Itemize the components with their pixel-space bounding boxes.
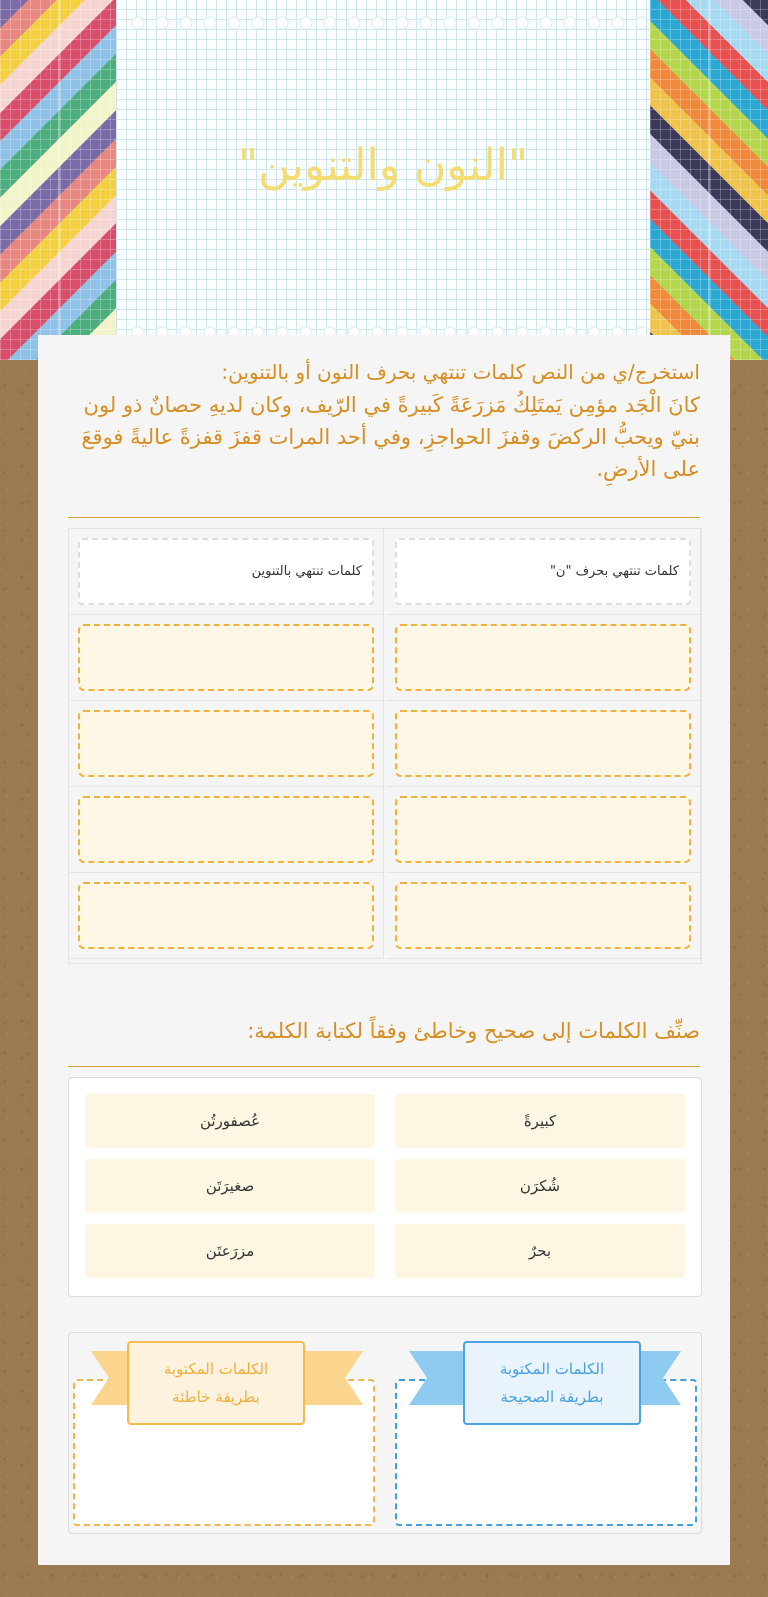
table-cell <box>69 701 384 787</box>
question-1-prompt: استخرج/ي من النص كلمات تنتهي بحرف النون أو بالتنوين: <box>221 360 700 384</box>
paper-holes-top <box>126 16 646 30</box>
drop-zone-tanween[interactable] <box>78 624 374 691</box>
wrong-bin-label <box>127 1341 305 1425</box>
question-1-passage: كانَ الْجَد مؤمِن يَمتَلِكُ مَزرَعَةً كَبيرةً في الرّيف، وكان لديهِ حصانٌ ذو لون بنيّ ويحبُّ الركضَ وقفزَ الحواجزِ، وفي أحد المرات قفزَ قفزةً عاليةً فوقعَ على الأرضِ. <box>81 393 700 481</box>
chevron-pattern-right <box>650 0 768 360</box>
table-cell <box>386 873 701 959</box>
wrong-bin-label-line1: الكلمات المكتوبة <box>163 1360 269 1378</box>
drop-zone-tanween[interactable] <box>78 710 374 777</box>
column-header-tanween: كلمات تنتهي بالتنوين <box>78 538 374 605</box>
drop-zone-tanween[interactable] <box>78 882 374 949</box>
correct-bin-label-line2: بطريقة الصحيحة <box>500 1388 604 1406</box>
draggable-word[interactable]: بحرٌ <box>395 1224 685 1278</box>
table-cell <box>69 873 384 959</box>
table-cell <box>386 787 701 873</box>
page-title: "النون والتنوين" <box>237 140 529 191</box>
table-cell <box>386 701 701 787</box>
chevron-pattern-left <box>0 0 116 360</box>
correct-bin-label <box>463 1341 641 1425</box>
correct-bin-label-line1: الكلمات المكتوبة <box>499 1360 605 1378</box>
divider-1 <box>68 517 700 518</box>
worksheet-card <box>38 335 730 1565</box>
draggable-word[interactable]: شُكرَن <box>395 1159 685 1213</box>
question-1 <box>68 357 700 485</box>
header-banner <box>0 0 768 360</box>
wrong-bin-label-line2: بطريقة خاطئة <box>172 1388 260 1406</box>
question-2-prompt: صنِّف الكلمات إلى صحيح وخاطئ وفقاً لكتابة الكلمة: <box>247 1019 700 1043</box>
table-cell <box>69 615 384 701</box>
word-bank <box>68 1077 702 1297</box>
column-header-noon: كلمات تنتهي بحرف "ن" <box>395 538 691 605</box>
table-cell <box>386 615 701 701</box>
table-header-cell <box>386 529 701 615</box>
draggable-word[interactable]: صغيرَتَن <box>85 1159 375 1213</box>
drop-zone-noon[interactable] <box>395 710 691 777</box>
divider-2 <box>68 1066 700 1067</box>
draggable-word[interactable]: مزرَعتَن <box>85 1224 375 1278</box>
table-cell <box>69 787 384 873</box>
drop-zone-noon[interactable] <box>395 624 691 691</box>
table-header-cell <box>69 529 384 615</box>
drop-zone-noon[interactable] <box>395 796 691 863</box>
answer-table <box>68 528 702 964</box>
drop-zone-noon[interactable] <box>395 882 691 949</box>
drop-zone-tanween[interactable] <box>78 796 374 863</box>
draggable-word[interactable]: عُصفورتُن <box>85 1094 375 1148</box>
sorting-bins <box>68 1332 702 1534</box>
draggable-word[interactable]: كبيرةً <box>395 1094 685 1148</box>
